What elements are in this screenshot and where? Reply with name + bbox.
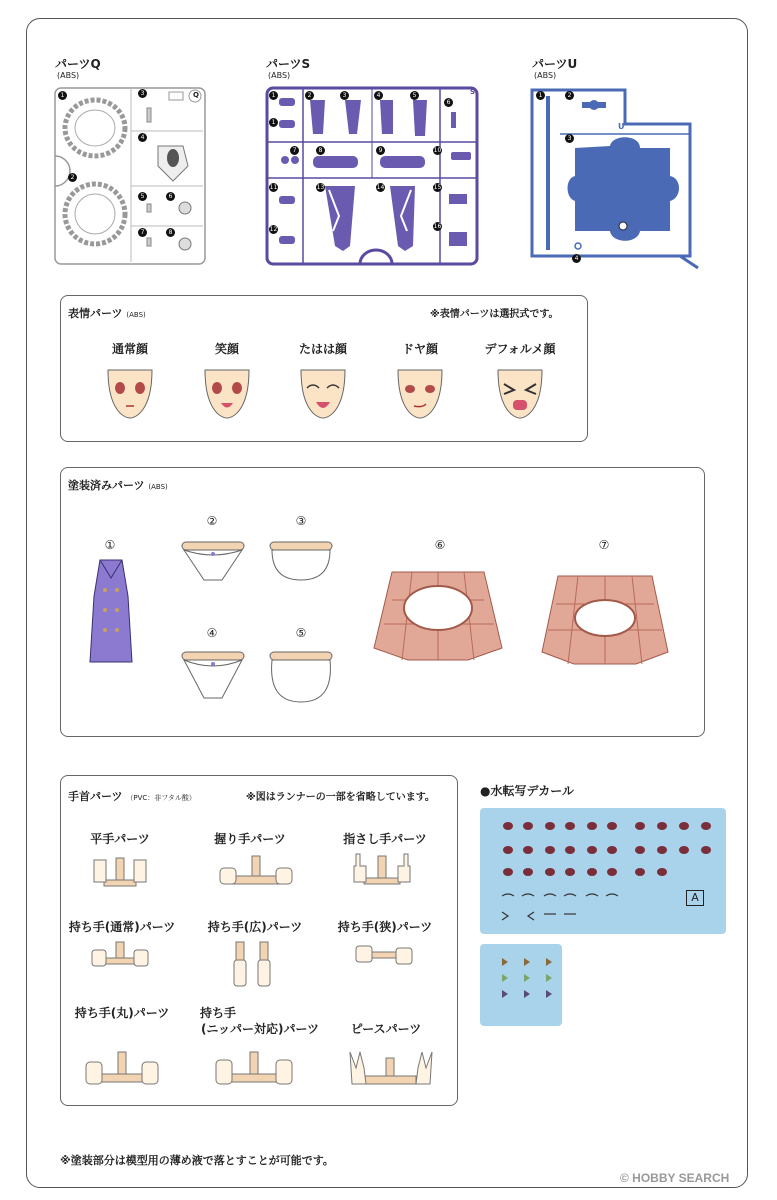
- hand-label: 平手パーツ: [90, 832, 150, 846]
- sprue-q-num: 7: [138, 228, 147, 237]
- painted-skirt-a: [372, 560, 504, 664]
- hand-label: ピースパーツ: [350, 1022, 422, 1036]
- sprue-q-drawing: [53, 86, 213, 268]
- painted-panties-front: [180, 540, 246, 584]
- face-smile: [201, 360, 253, 420]
- hand-grip-nipper: [214, 1050, 294, 1088]
- sprue-s-num: 15: [433, 184, 442, 191]
- decal-sheet-b: [480, 944, 562, 1026]
- sprue-s-num: 13: [316, 184, 325, 191]
- sprue-q-material: (ABS): [57, 71, 80, 80]
- sprue-q-title: パーツQ: [55, 57, 101, 71]
- sprue-s-num: 5: [410, 91, 419, 100]
- painted-panties-alt-back: [268, 650, 334, 706]
- expressions-note: ※表情パーツは選択式です。: [430, 309, 559, 320]
- face-doya: [394, 360, 446, 420]
- hand-grip-normal: [90, 940, 150, 968]
- face-normal: [104, 360, 156, 420]
- hand-label: 指さし手パーツ: [343, 832, 427, 846]
- decal-small-marks: [480, 944, 562, 1026]
- expression-label: デフォルメ顔: [484, 342, 556, 356]
- sprue-q-num: 2: [68, 173, 77, 182]
- hands-note: ※図はランナーの一部を省略しています。: [246, 792, 435, 803]
- hand-label: 持ち手(丸)パーツ: [74, 1006, 170, 1020]
- sprue-q-num: 1: [58, 91, 67, 100]
- sprue-s-num: 6: [444, 98, 453, 107]
- expressions-title: 表情パーツ (ABS): [68, 307, 146, 320]
- hand-peace: [348, 1050, 434, 1088]
- sprue-q-tag: Q: [193, 91, 199, 99]
- sprue-s-num: 4: [374, 91, 383, 100]
- sprue-s-num: 10: [433, 147, 442, 154]
- sprue-s-num: 9: [376, 146, 385, 155]
- hand-label: 持ち手(通常)パーツ: [68, 920, 176, 934]
- sprue-s-num: 11: [269, 184, 278, 191]
- sprue-s-num: 2: [305, 91, 314, 100]
- hand-label: 持ち手: [200, 1006, 237, 1020]
- expression-label: 笑顔: [214, 342, 239, 356]
- expression-label: 通常顔: [111, 342, 148, 356]
- hands-title: 手首パーツ （PVC：非フタル酸）: [68, 790, 196, 803]
- footer-note: ※塗装部分は模型用の薄め液で落とすことが可能です。: [60, 1154, 334, 1167]
- painted-number: ③: [295, 514, 307, 528]
- hand-fist: [218, 852, 294, 888]
- hand-point: [352, 852, 412, 888]
- hand-grip-round: [84, 1050, 160, 1088]
- painted-panties-back: [268, 540, 334, 584]
- painted-number: ⑥: [434, 538, 446, 552]
- painted-parts-title: 塗装済みパーツ (ABS): [68, 479, 168, 492]
- hand-flat: [92, 852, 148, 888]
- sprue-s-num: 12: [269, 226, 278, 233]
- sprue-s-num: 7: [290, 146, 299, 155]
- sprue-s-num: 3: [340, 91, 349, 100]
- sprue-u-num: 3: [565, 134, 574, 143]
- face-deformed: [494, 360, 546, 420]
- painted-skirt-b: [540, 556, 670, 668]
- sprue-s-title: パーツS: [266, 57, 311, 71]
- sprue-s-num: 16: [433, 223, 442, 230]
- sprue-u-title: パーツU: [532, 57, 578, 71]
- sprue-s-material: (ABS): [268, 71, 291, 80]
- sprue-s-num: 1: [269, 118, 278, 127]
- expression-label: ドヤ顔: [401, 342, 438, 356]
- face-tahaha: [297, 360, 349, 420]
- hand-grip-narrow: [354, 944, 414, 970]
- painted-number: ⑦: [598, 538, 610, 552]
- expression-label: たはは顔: [298, 342, 347, 356]
- decal-sheet-label: A: [686, 890, 704, 906]
- sprue-s-drawing: [265, 86, 485, 268]
- hand-label: 持ち手(狭)パーツ: [337, 920, 433, 934]
- painted-number: ①: [104, 538, 116, 552]
- decal-sheet-a: [480, 808, 726, 934]
- sprue-s-tag: S: [470, 88, 476, 96]
- sprue-u-tag: U: [618, 122, 625, 131]
- sprue-q-num: 3: [138, 89, 147, 98]
- sprue-q-num: 4: [138, 133, 147, 142]
- painted-dress: [88, 556, 134, 668]
- watermark: © HOBBY SEARCH: [620, 1171, 730, 1185]
- decal-title: ●水転写デカール: [480, 784, 574, 798]
- sprue-s-num: 14: [376, 184, 385, 191]
- sprue-u-num: 2: [565, 91, 574, 100]
- hand-grip-wide: [232, 940, 272, 990]
- sprue-q-num: 5: [138, 192, 147, 201]
- hand-label: (ニッパー対応)パーツ: [200, 1022, 319, 1036]
- decal-eyes: [480, 808, 726, 934]
- sprue-q-num: 8: [166, 228, 175, 237]
- sprue-s-num: 1: [269, 91, 278, 100]
- hand-label: 握り手パーツ: [214, 832, 286, 846]
- painted-number: ④: [206, 626, 218, 640]
- sprue-q-num: 6: [166, 192, 175, 201]
- hand-label: 持ち手(広)パーツ: [207, 920, 303, 934]
- painted-panties-alt-front: [180, 650, 246, 702]
- sprue-u-num: 1: [536, 91, 545, 100]
- painted-number: ②: [206, 514, 218, 528]
- sprue-u-drawing: [530, 86, 708, 268]
- sprue-u-num: 4: [572, 254, 581, 263]
- sprue-u-material: (ABS): [534, 71, 557, 80]
- painted-number: ⑤: [295, 626, 307, 640]
- sprue-s-num: 8: [316, 146, 325, 155]
